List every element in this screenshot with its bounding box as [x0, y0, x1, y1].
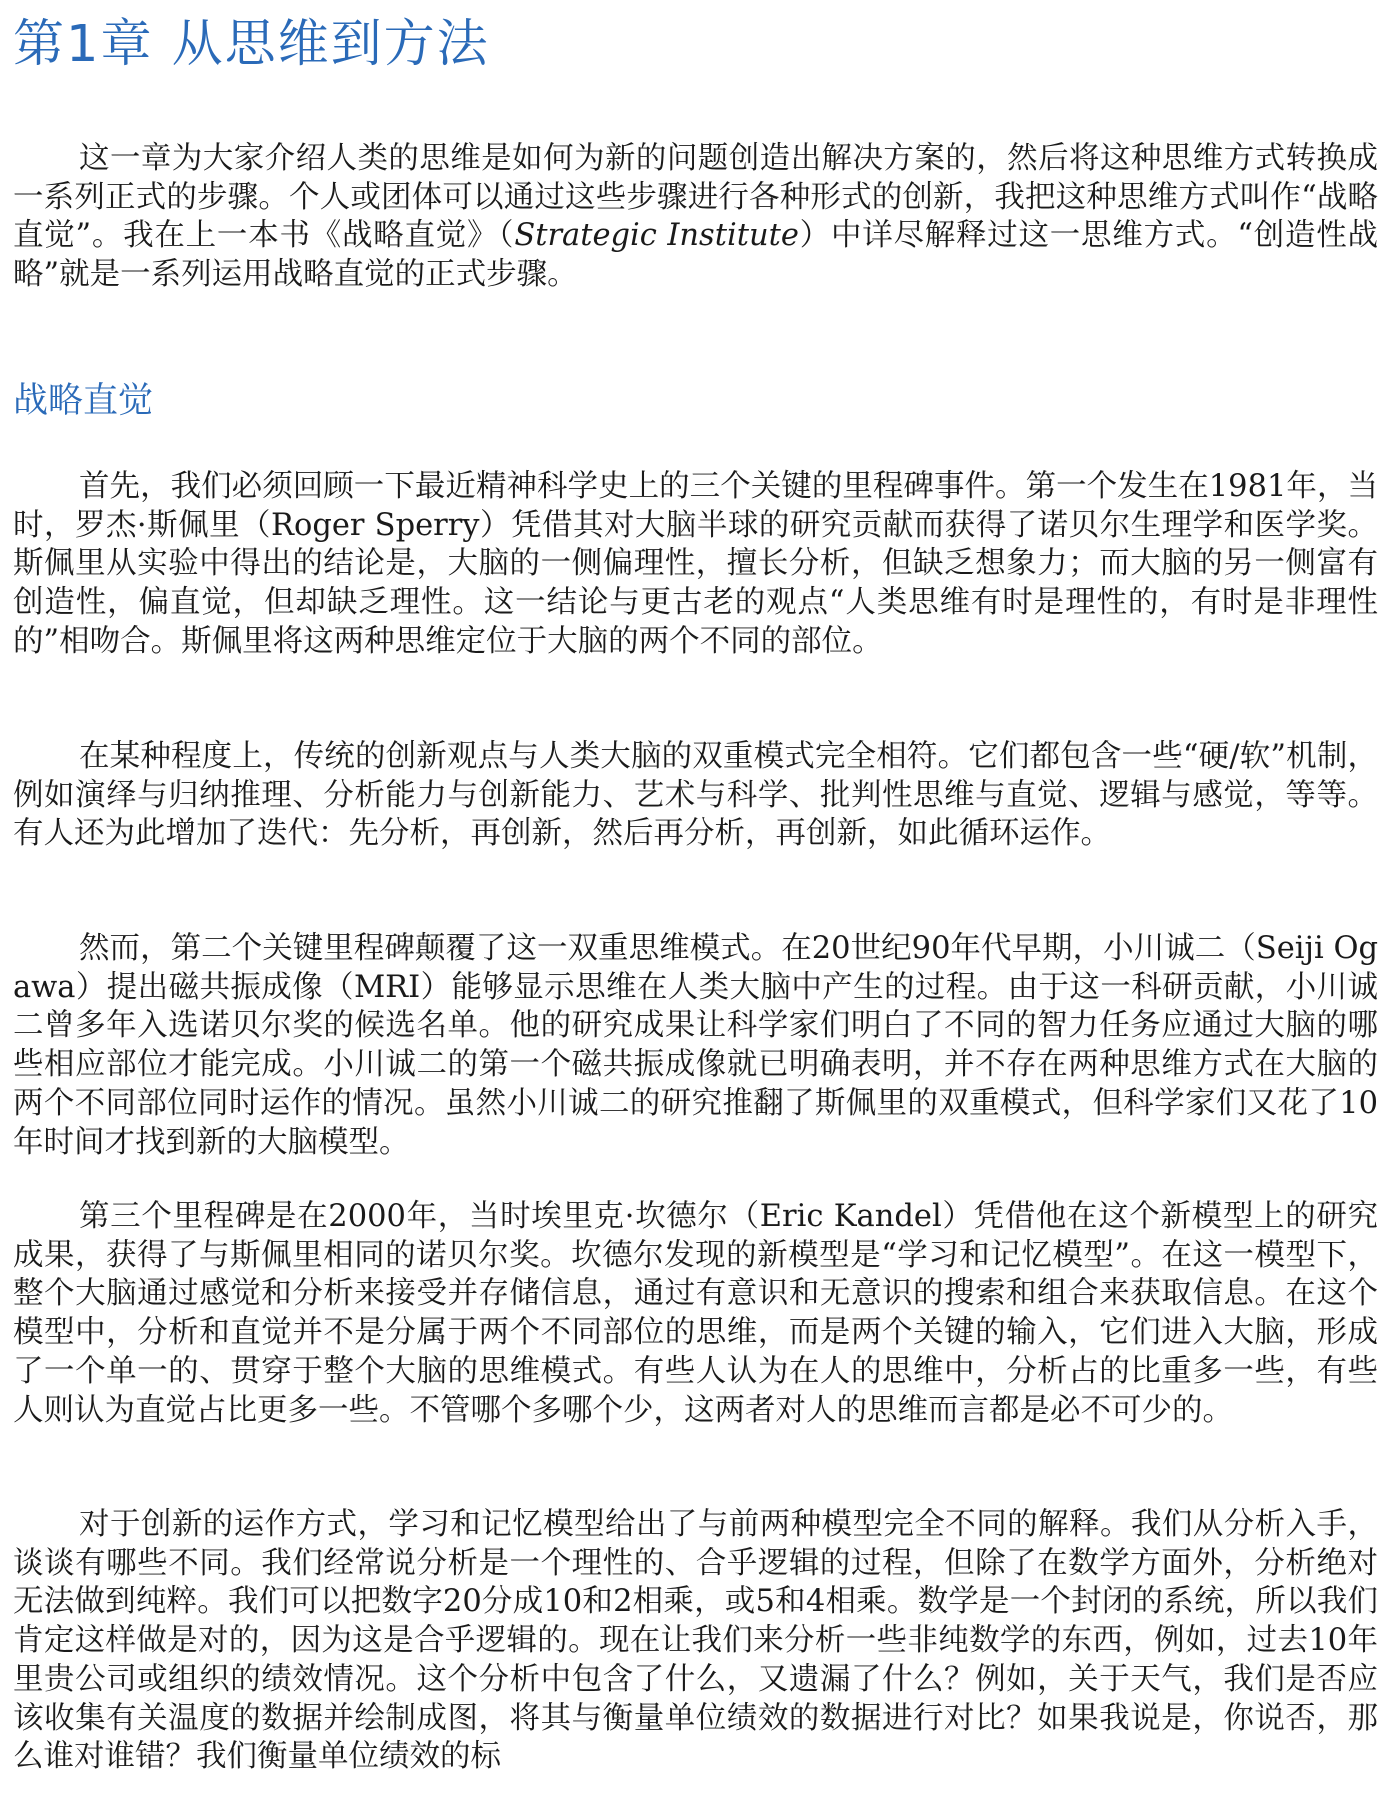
section-title: 战略直觉: [13, 381, 154, 421]
body-paragraph-3: 然而，第二个关键里程碑颠覆了这一双重思维模式。在20世纪90年代早期，小川诚二（Seiji Ogawa）提出磁共振成像（MRI）能够显示思维在人类大脑中产生的过程。由于这一科研贡献，小川诚二曾多年入选诺贝尔奖的候选名单。他的研究成果让科学家们明白了不同的智力任务应通过大脑的哪些相应部位才能完成。小川诚二的第一个磁共振成像就已明确表明，并不存在两种思维方式在大脑的两个不同部位同时运作的情况。虽然小川诚二的研究推翻了斯佩里的双重模式，但科学家们又花了10年时间才找到新的大脑模型。: [13, 931, 1378, 1160]
intro-paragraph: [13, 140, 1378, 295]
body-paragraph-2: 在某种程度上，传统的创新观点与人类大脑的双重模式完全相符。它们都包含一些“硬/软”机制，例如演绎与归纳推理、分析能力与创新能力、艺术与科学、批判性思维与直觉、逻辑与感觉，等等。有人还为此增加了迭代：先分析，再创新，然后再分析，再创新，如此循环运作。: [13, 739, 1378, 852]
chapter-title: 第1章 从思维到方法: [13, 15, 490, 74]
book-title-english: Strategic Institute: [514, 218, 799, 254]
intro-text-after: ）中详尽解释过这一思维方式。“创造性战略”就是一系列运用战略直觉的正式步骤。: [13, 218, 1379, 293]
body-paragraph-4: 第三个里程碑是在2000年，当时埃里克·坎德尔（Eric Kandel）凭借他在这个新模型上的研究成果，获得了与斯佩里相同的诺贝尔奖。坎德尔发现的新模型是“学习和记忆模型”。在这一模型下，整个大脑通过感觉和分析来接受并存储信息，通过有意识和无意识的搜索和组合来获取信息。在这个模型中，分析和直觉并不是分属于两个不同部位的思维，而是两个关键的输入，它们进入大脑，形成了一个单一的、贯穿于整个大脑的思维模式。有些人认为在人的思维中，分析占的比重多一些，有些人则认为直觉占比更多一些。不管哪个多哪个少，这两者对人的思维而言都是必不可少的。: [13, 1199, 1378, 1428]
intro-text-before: 这一章为大家介绍人类的思维是如何为新的问题创造出解决方案的，然后将这种思维方式转换成一系列正式的步骤。个人或团体可以通过这些步骤进行各种形式的创新，我把这种思维方式叫作“战略直觉”。我在上一本书《战略直觉》（: [13, 141, 1378, 254]
body-paragraph-1: 首先，我们必须回顾一下最近精神科学史上的三个关键的里程碑事件。第一个发生在1981年，当时，罗杰·斯佩里（Roger Sperry）凭借其对大脑半球的研究贡献而获得了诺贝尔生理学和医学奖。斯佩里从实验中得出的结论是，大脑的一侧偏理性，擅长分析，但缺乏想象力；而大脑的另一侧富有创造性，偏直觉，但却缺乏理性。这一结论与更古老的观点“人类思维有时是理性的，有时是非理性的”相吻合。斯佩里将这两种思维定位于大脑的两个不同的部位。: [13, 469, 1378, 659]
body-paragraph-5: 对于创新的运作方式，学习和记忆模型给出了与前两种模型完全不同的解释。我们从分析入手，谈谈有哪些不同。我们经常说分析是一个理性的、合乎逻辑的过程，但除了在数学方面外，分析绝对无法做到纯粹。我们可以把数字20分成10和2相乘，或5和4相乘。数学是一个封闭的系统，所以我们肯定这样做是对的，因为这是合乎逻辑的。现在让我们来分析一些非纯数学的东西，例如，过去10年里贵公司或组织的绩效情况。这个分析中包含了什么，又遗漏了什么？例如，关于天气，我们是否应该收集有关温度的数据并绘制成图，将其与衡量单位绩效的数据进行对比？如果我说是，你说否，那么谁对谁错？我们衡量单位绩效的标: [13, 1507, 1378, 1775]
